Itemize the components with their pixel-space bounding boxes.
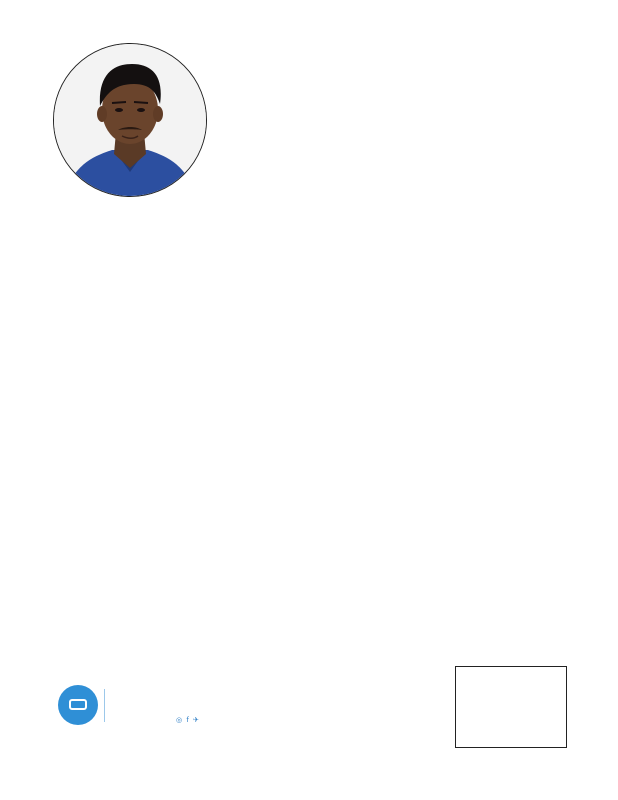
publisher-logo — [58, 685, 228, 731]
social-icons: ◎ f ✈ — [176, 716, 200, 724]
author-photo — [53, 43, 207, 197]
logo-divider — [104, 689, 105, 722]
barcode-image — [466, 677, 561, 734]
publisher-logo-icon — [58, 685, 98, 725]
author-portrait-image — [54, 44, 206, 196]
